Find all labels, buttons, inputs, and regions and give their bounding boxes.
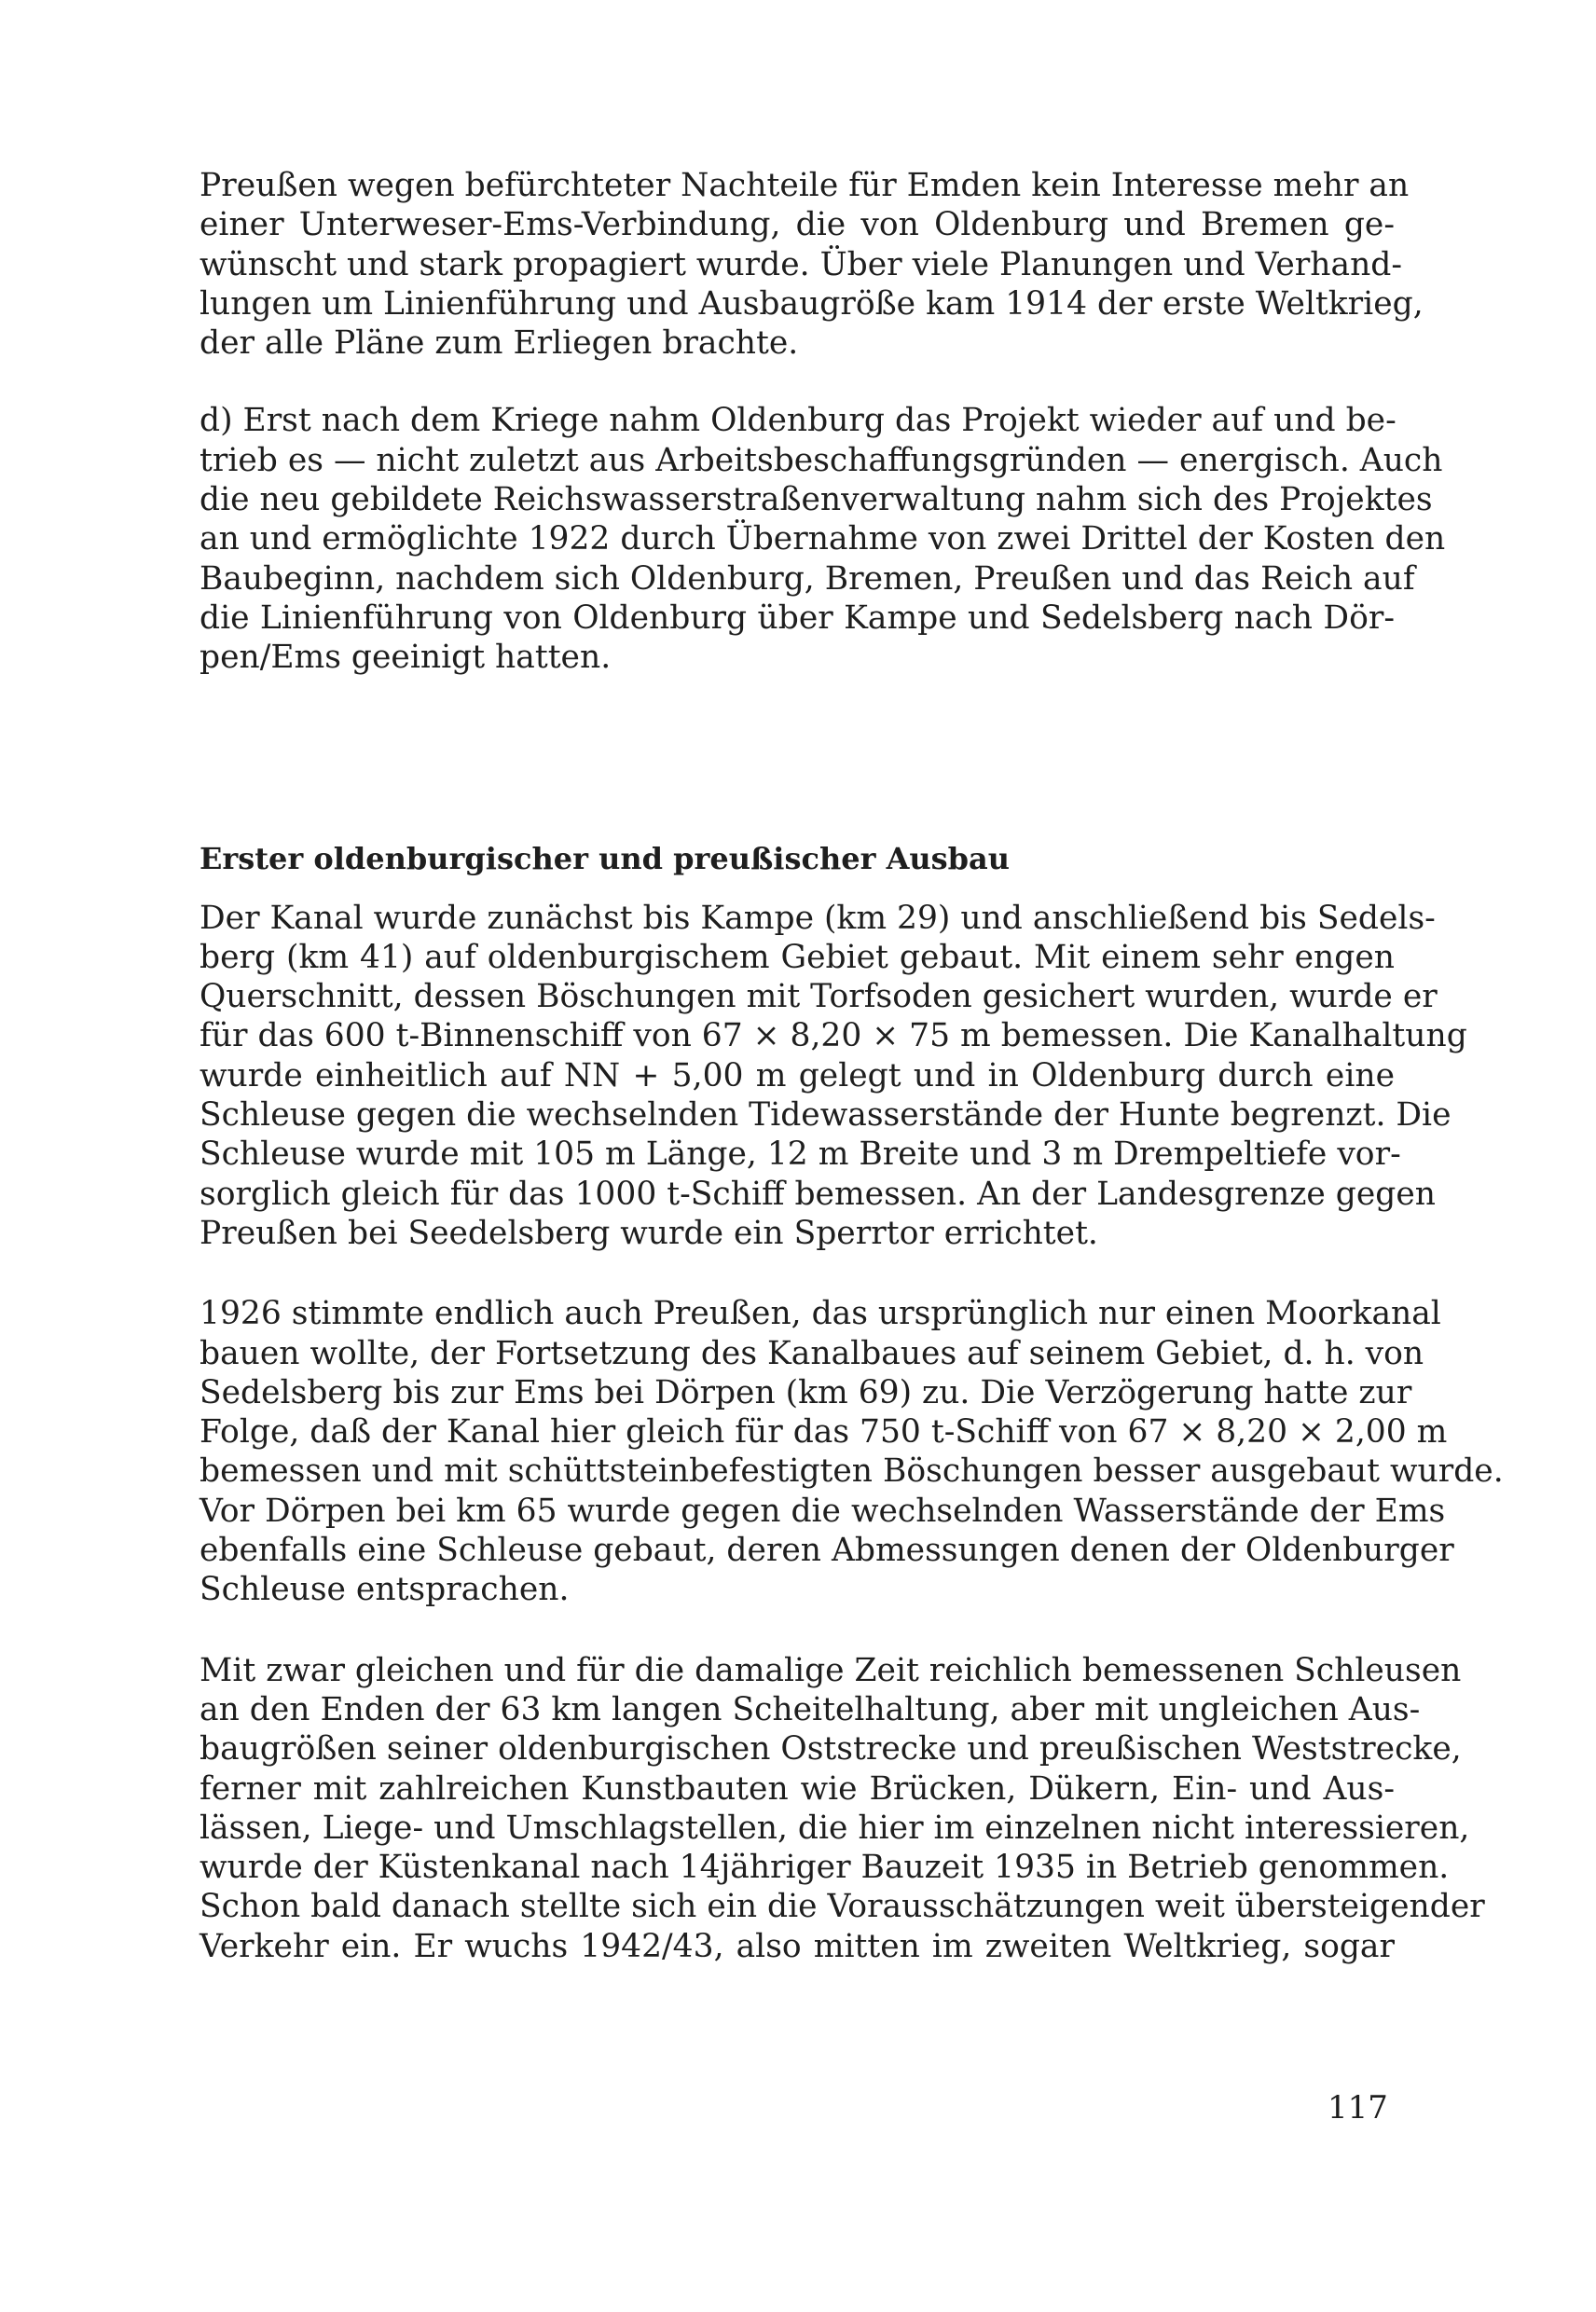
text-line: wurde einheitlich auf NN + 5,00 m gelegt und in Oldenburg durch eine: [200, 1056, 1395, 1094]
text-line: an und ermöglichte 1922 durch Übernahme von zwei Drittel der Kosten den: [200, 520, 1446, 558]
text-line: Verkehr ein. Er wuchs 1942/43, also mitten im zweiten Weltkrieg, sogar: [200, 1927, 1395, 1965]
text-line: Schleuse gegen die wechselnden Tidewasserstände der Hunte begrenzt. Die: [200, 1096, 1452, 1135]
text-line: bemessen und mit schüttsteinbefestigten Böschungen besser ausgebaut wurde.: [200, 1452, 1504, 1491]
text-line: Folge, daß der Kanal hier gleich für das 750 t-Schiff von 67 × 8,20 × 2,00 m: [200, 1413, 1448, 1452]
text-line: einer Unterweser-Ems-Verbindung, die von Oldenburg und Bremen ge-: [200, 206, 1395, 244]
text-line: an den Enden der 63 km langen Scheitelhaltung, aber mit ungleichen Aus-: [200, 1690, 1421, 1728]
paragraph-5: [200, 1651, 1485, 1966]
text-line: wurde der Küstenkanal nach 14jähriger Bauzeit 1935 in Betrieb genommen.: [200, 1849, 1450, 1887]
text-line: lässen, Liege- und Umschlagstellen, die hier im einzelnen nicht interessieren,: [200, 1809, 1470, 1847]
paragraph-4: [200, 1294, 1504, 1609]
text-line: die Linienführung von Oldenburg über Kampe und Sedelsberg nach Dör-: [200, 599, 1395, 637]
text-line: Schon bald danach stellte sich ein die Vorausschätzungen weit übersteigender: [200, 1888, 1485, 1926]
text-line: sorglich gleich für das 1000 t-Schiff bemessen. An der Landesgrenze gegen: [200, 1175, 1437, 1213]
text-line: wünscht und stark propagiert wurde. Über viele Planungen und Verhand-: [200, 245, 1403, 283]
text-line: Preußen bei Seedelsberg wurde ein Sperrtor errichtet.: [200, 1214, 1098, 1252]
text-line: Vor Dörpen bei km 65 wurde gegen die wechselnden Wasserstände der Ems: [200, 1492, 1446, 1530]
text-line: trieb es — nicht zuletzt aus Arbeitsbeschaffungsgründen — energisch. Auch: [200, 441, 1443, 479]
text-line: Der Kanal wurde zunächst bis Kampe (km 29) und anschließend bis Sedels-: [200, 899, 1436, 937]
text-line: Querschnitt, dessen Böschungen mit Torfsoden gesichert wurden, wurde er: [200, 978, 1438, 1016]
text-line: Schleuse entsprachen.: [200, 1571, 570, 1609]
paragraph-2: [200, 401, 1446, 677]
text-line: für das 600 t-Binnenschiff von 67 × 8,20 × 75 m bemessen. Die Kanalhaltung: [200, 1017, 1467, 1055]
text-line: Schleuse wurde mit 105 m Länge, 12 m Breite und 3 m Drempeltiefe vor-: [200, 1135, 1401, 1174]
text-line: lungen um Linienführung und Ausbaugröße kam 1914 der erste Weltkrieg,: [200, 284, 1424, 323]
text-line: Baubeginn, nachdem sich Oldenburg, Bremen, Preußen und das Reich auf: [200, 559, 1415, 598]
text-line: 1926 stimmte endlich auch Preußen, das ursprünglich nur einen Moorkanal: [200, 1295, 1441, 1333]
text-line: d) Erst nach dem Kriege nahm Oldenburg das Projekt wieder auf und be-: [200, 402, 1396, 440]
text-line: berg (km 41) auf oldenburgischem Gebiet gebaut. Mit einem sehr engen: [200, 938, 1395, 976]
text-line: der alle Pläne zum Erliegen brachte.: [200, 324, 799, 363]
section-heading: Erster oldenburgischer und preußischer Ausbau: [200, 840, 1011, 876]
text-line: pen/Ems geeinigt hatten.: [200, 639, 612, 677]
page-body: [200, 166, 1504, 1966]
paragraph-1: [200, 166, 1424, 363]
text-line: Sedelsberg bis zur Ems bei Dörpen (km 69) zu. Die Verzögerung hatte zur: [200, 1373, 1412, 1411]
text-line: die neu gebildete Reichswasserstraßenverwaltung nahm sich des Projektes: [200, 481, 1433, 519]
text-line: ebenfalls eine Schleuse gebaut, deren Abmessungen denen der Oldenburger: [200, 1532, 1454, 1570]
text-line: baugrößen seiner oldenburgischen Oststrecke und preußischen Weststrecke,: [200, 1730, 1462, 1768]
text-line: Mit zwar gleichen und für die damalige Zeit reichlich bemessenen Schleusen: [200, 1651, 1462, 1689]
paragraph-3: [200, 899, 1467, 1254]
text-line: Preußen wegen befürchteter Nachteile für Emden kein Interesse mehr an: [200, 167, 1410, 204]
text-line: bauen wollte, der Fortsetzung des Kanalbaues auf seinem Gebiet, d. h. von: [200, 1334, 1424, 1372]
page-number: 117: [1328, 2089, 1388, 2126]
text-line: ferner mit zahlreichen Kunstbauten wie Brücken, Dükern, Ein- und Aus-: [200, 1769, 1395, 1808]
section-heading-block: [200, 839, 1395, 878]
